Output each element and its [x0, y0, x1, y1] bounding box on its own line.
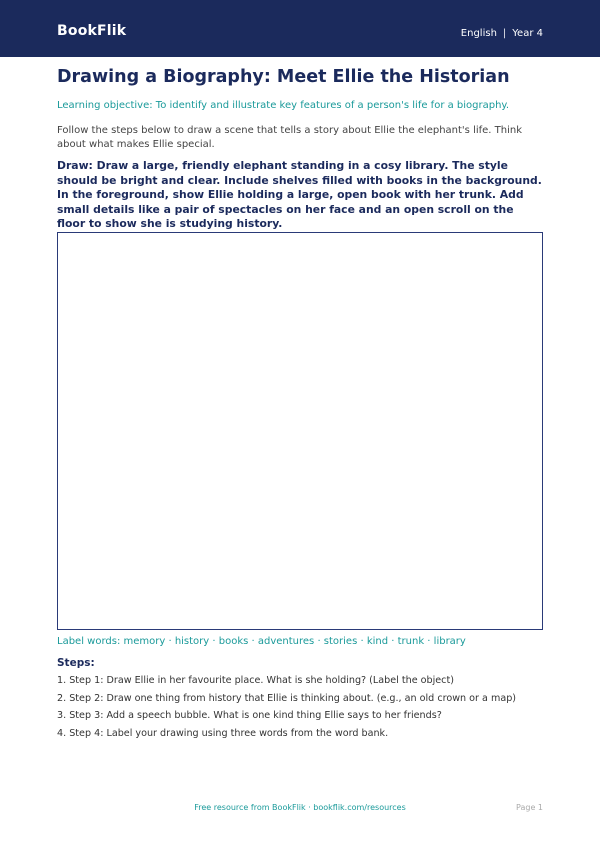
subject-label: English: [460, 28, 497, 39]
page-header: [0, 0, 600, 57]
draw-instruction: Draw: Draw a large, friendly elephant standing in a cosy library. The style should be bright and clear. Include shelves filled with books in the background. In the foreground, show Ellie holding a large, open book with her trunk. Add small details like a pair of spectacles on her face and an open scroll on the floor to show she is studying history.: [57, 159, 542, 230]
year-label: Year 4: [512, 28, 543, 39]
meta-separator: |: [502, 28, 507, 39]
steps-list: [57, 674, 516, 744]
step-item: 2. Step 2: Draw one thing from history that Ellie is thinking about. (e.g., an old crown or a map): [57, 692, 517, 704]
intro-text: Follow the steps below to draw a scene that tells a story about Ellie the elephant's life. Think about what makes Ellie special.: [57, 125, 523, 150]
footer-credit: Free resource from BookFlik · bookflik.com/resources: [194, 803, 406, 812]
page-number: Page 1: [516, 803, 543, 812]
step-item: 1. Step 1: Draw Ellie in her favourite place. What is she holding? (Label the object): [57, 675, 454, 686]
step-item: 3. Step 3: Add a speech bubble. What is one kind thing Ellie says to her friends?: [57, 710, 442, 721]
learning-objective: Learning objective: To identify and illustrate key features of a person's life for a biography.: [57, 100, 510, 111]
header-meta: [461, 27, 543, 41]
steps-heading: Steps:: [57, 657, 95, 669]
label-word-bank: Label words: memory · history · books · adventures · stories · kind · trunk · library: [57, 636, 466, 647]
brand-logo: BookFlik: [57, 23, 127, 39]
step-item: 4. Step 4: Label your drawing using three words from the word bank.: [57, 727, 389, 739]
page-title: Drawing a Biography: Meet Ellie the Historian: [57, 67, 510, 87]
drawing-area[interactable]: [57, 232, 543, 630]
